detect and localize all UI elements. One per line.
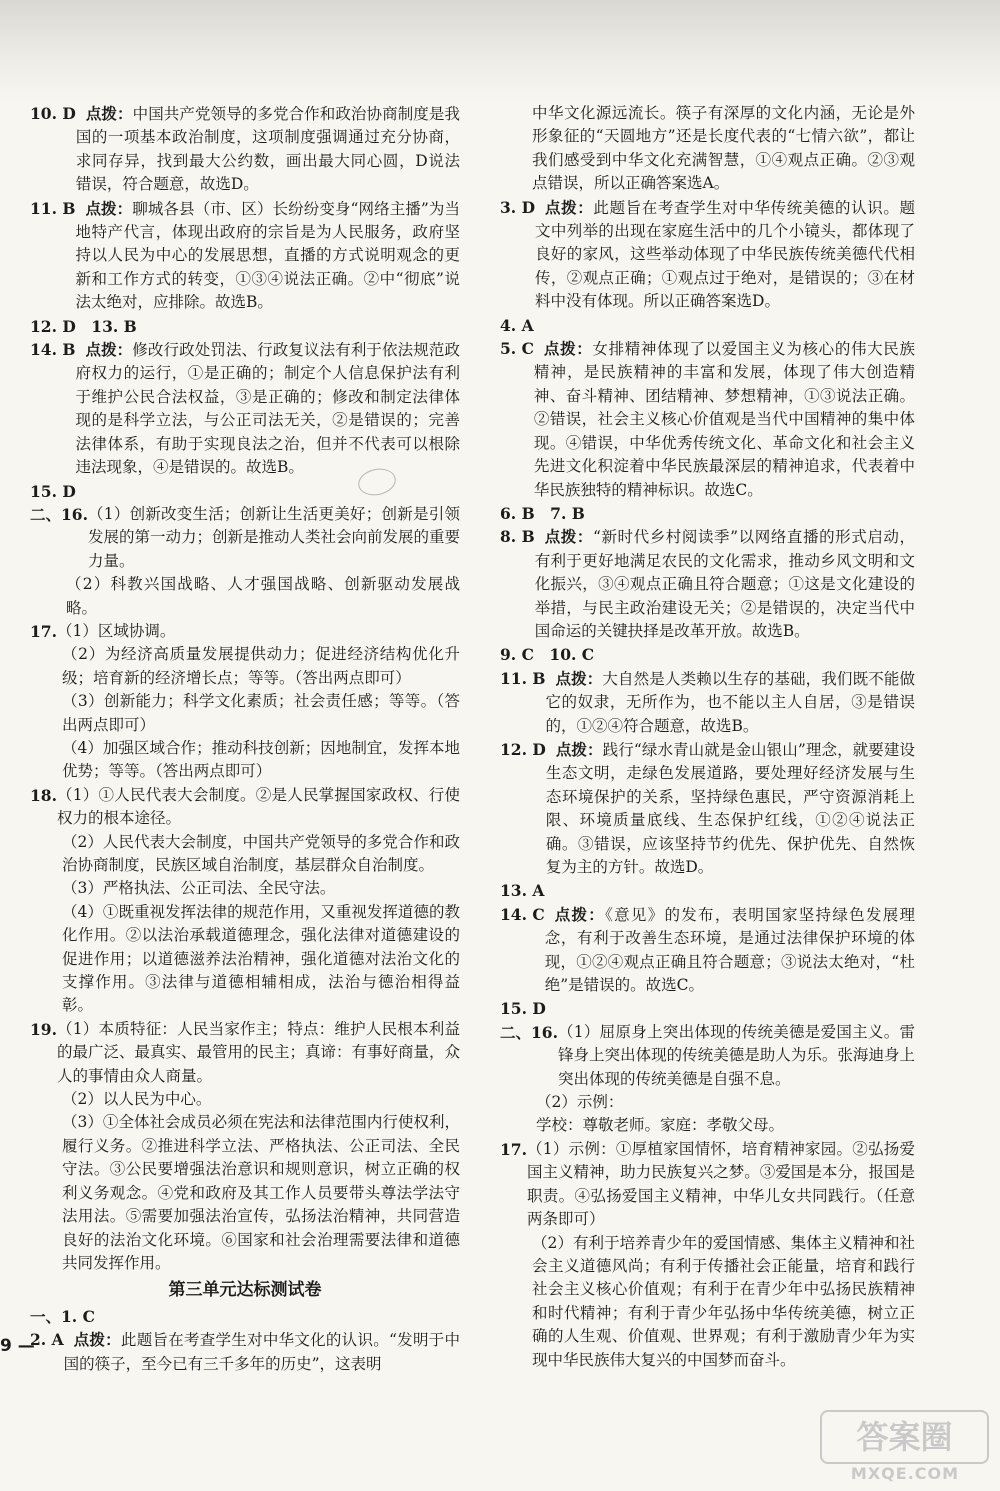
- section-title: 第三单元达标测试卷: [168, 1280, 322, 1301]
- answer-number: 10. D: [30, 104, 76, 123]
- answer-text: 《意见》的发布，表明国家坚持绿色发展理念，有利于改善生态环境，是通过法律保护环境的体现，①②④观点正确且符合题意；③说法太绝对，“杜绝”是错误的。故选C。: [544, 905, 915, 995]
- answer-text: （2）人民代表大会制度，中国共产党领导的多党合作和政治协商制度，民族区域自治制度，基层群众自治制度。: [62, 832, 460, 874]
- answer-item: [30, 620, 460, 643]
- answer-item: [500, 997, 915, 1020]
- answer-text: 大自然是人类赖以生存的基础，我们既不能做它的奴隶，无所作为，也不能以主人自居，③是错误的，①②④符合题意，故选B。: [545, 669, 915, 735]
- answer-text: （4）①既重视发挥法律的规范作用，又重视发挥道德的教化作用。②以法治承载道德理念，强化法律对道德建设的促进作用；以道德滋养法治精神，强化道德对法治文化的支撑作用。③法律与道德相辅相成，法治与德治相得益彰。: [62, 902, 460, 1015]
- answer-item: [30, 503, 460, 573]
- answer-item: [500, 903, 915, 998]
- answer-text: （1）屈原身上突出体现的传统美德是爱国主义。雷锋身上突出体现的传统美德是助人为乐。张海迪身上突出体现的传统美德是自强不息。: [557, 1022, 915, 1088]
- answer-text: （2）科教兴国战略、人才强国战略、创新驱动发展战略。: [66, 575, 460, 617]
- answer-item: [500, 502, 915, 525]
- answer-item: [30, 1328, 460, 1376]
- answer-item: [500, 1138, 915, 1232]
- answer-text: （3）①全体社会成员必须在宪法和法律范围内行使权利，履行义务。②推进科学立法、严格执法、公正司法、全民守法。③公民要增强法治意识和规则意识，树立正确的权利义务观念。④党和政府及其工作人员要带头尊法学法守法用法。⑤需要加强法治宣传，弘扬法治精神，共同营造良好的法治文化环境。⑥国家和社会治理需要法律和道德共同发挥作用。: [62, 1113, 460, 1272]
- right-column: [500, 102, 915, 1372]
- answer-number: 3. D: [500, 197, 536, 217]
- answer-item: [500, 525, 915, 643]
- answer-number: 17.: [500, 1139, 527, 1159]
- answer-text: （1）①人民代表大会制度。②是人民掌握国家政权、行使权力的根本途径。: [56, 785, 460, 828]
- hint-label: 点拨：: [554, 904, 606, 924]
- answer-number: 14. C: [500, 904, 545, 924]
- watermark-logo-text: 答案圈: [820, 1410, 989, 1464]
- answer-text: （1）本质特征：人民当家作主；特点：维护人民根本利益的最广泛、最真实、最管用的民主；真谛：有事好商量，众人的事情由众人商量。: [56, 1019, 460, 1085]
- answer-number: 5. C: [500, 339, 534, 359]
- answer-text: 中华文化源远流长。筷子有深厚的文化内涵，无论是外形象征的“天圆地方”还是长度代表的“七情六欲”，都让我们感受到中华文化充满智慧，①④观点正确。②③观点错误，所以正确答案选A。: [532, 104, 915, 193]
- answer-number: 11. B: [500, 668, 546, 688]
- answer-text: 修改行政处罚法、行政复议法有利于依法规范政府权力的运行，①是正确的；制定个人信息保护法有利于维护公民合法权益，③是正确的；修改和制定法律体现的是科学立法，与公正司法无关，②是错误的；完善法律体系，有助于实现良法之治，但并不代表可以根除违法现象，④是错误的。故选B。: [75, 341, 460, 477]
- answer-item: [500, 196, 915, 314]
- answer-item: [500, 643, 915, 666]
- answer-number: 12. D: [500, 739, 546, 759]
- answer-number: 2. A: [30, 1330, 64, 1350]
- answer-number: 13. A: [500, 881, 545, 901]
- answer-number: 4. A: [500, 315, 534, 335]
- answer-item: [500, 1021, 915, 1091]
- answer-text: 此题旨在考查学生对中华传统美德的认识。题文中列举的出现在家庭生活中的几个小镜头，都体现了良好的家风，这些举动体现了中华民族传统美德代代相传，②观点正确；①观点过于绝对，是错误的；③在材料中没有体现。所以正确答案选D。: [535, 198, 915, 311]
- hint-label: 点拨：: [73, 1330, 121, 1350]
- hint-label: 点拨：: [544, 527, 593, 547]
- answer-text: 女排精神体现了以爱国主义为核心的伟大民族精神，是民族精神的丰富和发展，体现了伟大创造精神、奋斗精神、团结精神、梦想精神，①③说法正确。②错误，社会主义核心价值观是当代中国精神的集中体现。④错误，中华优秀传统文化、革命文化和社会主义先进文化积淀着中华民族最深层的精神追求，代表着中华民族独特的精神标识。故选C。: [533, 340, 915, 499]
- answer-item: [30, 1305, 460, 1328]
- watermark-url: MXQE.COM: [850, 1464, 960, 1483]
- hint-label: 点拨：: [545, 197, 594, 217]
- hint-label: 点拨：: [555, 668, 603, 688]
- left-column: [30, 102, 460, 1376]
- answer-item: [30, 1018, 460, 1088]
- answer-number: 12. D 13. B: [30, 316, 137, 336]
- answer-text: 学校：尊敬老师。家庭：孝敬父母。: [536, 1116, 785, 1135]
- answer-number: 14. B: [30, 340, 76, 360]
- answer-text: （1）区域协调。: [56, 621, 176, 640]
- answer-number: 8. B: [500, 527, 535, 547]
- answer-text: （2）以人民为中心。: [62, 1090, 212, 1109]
- hint-label: 点拨：: [555, 739, 603, 759]
- hint-label: 点拨：: [85, 198, 133, 218]
- hint-label: 点拨：: [543, 339, 593, 359]
- answer-text: （1）创新改变生活；创新让生活更美好；创新是引领发展的第一动力；创新是推动人类社会向前发展的重要力量。: [87, 504, 460, 570]
- answer-item: [30, 338, 460, 479]
- answer-item: [30, 102, 460, 197]
- answer-number: 15. D: [30, 481, 76, 501]
- answer-text: （2）有利于培养青少年的爱国情感、集体主义精神和社会主义道德风尚；有利于传播社会正能量，培育和践行社会主义核心价值观；有利于在青少年中弘扬民族精神和时代精神；有利于青少年弘扬中华传统美德，树立正确的人生观、价值观、世界观；有利于激励青少年为实现中华民族伟大复兴的中国梦而奋斗。: [532, 1233, 915, 1369]
- answer-item: [500, 337, 915, 502]
- answer-item: [500, 314, 915, 337]
- answer-number: 11. B: [30, 198, 76, 218]
- page-number: 9 —: [0, 1336, 35, 1356]
- answer-number: 9. C 10. C: [500, 645, 595, 665]
- answer-item: [30, 480, 460, 503]
- answer-text: （4）加强区域合作；推动科技创新；因地制宜，发挥本地优势；等等。（答出两点即可）: [62, 738, 460, 781]
- answer-text: （3）严格执法、公正司法、全民守法。: [62, 879, 336, 898]
- answer-item: [500, 667, 915, 738]
- answer-number: 二、16.: [30, 504, 88, 524]
- answer-number: 6. B 7. B: [500, 503, 585, 523]
- answer-text: （2）为经济高质量发展提供动力；促进经济结构优化升级；培育新的经济增长点；等等。（答出两点即可）: [62, 645, 460, 687]
- hint-label: 点拨：: [85, 104, 133, 123]
- answer-number: 二、16.: [500, 1022, 558, 1042]
- hint-label: 点拨：: [85, 340, 133, 360]
- answer-text: 此题旨在考查学生对中华文化的认识。“发明于中国的筷子，至今已有三千多年的历史”，这表明: [63, 1331, 460, 1373]
- answer-item: [30, 197, 460, 315]
- answer-text: 聊城各县（市、区）长纷纷变身“网络主播”为当地特产代言，体现出政府的宗旨是为人民服务，政府坚持以人民为中心的发展思想，直播的方式说明观念的更新和工作方式的转变，①③④说法正确。②中“彻底”说法太绝对，应排除。故选B。: [75, 199, 460, 312]
- answer-text: “新时代乡村阅读季”以网络直播的形式启动，有利于更好地满足农民的文化需求，推动乡风文明和文化振兴，③④观点正确且符合题意；①这是文化建设的举措，与民主政治建设无关；②是错误的，决定当代中国命运的关键抉择是改革开放。故选B。: [534, 528, 915, 640]
- answer-number: 17.: [30, 621, 57, 641]
- answer-item: [500, 879, 915, 902]
- answer-text: （1）示例：①厚植家国情怀，培育精神家园。②弘扬爱国主义精神，助力民族复兴之梦。③爱国是本分，报国是职责。④弘扬爱国主义精神，中华儿女共同践行。（任意两条即可）: [526, 1139, 915, 1229]
- watermark-logo: [820, 1410, 990, 1483]
- answer-number: 一、1. C: [30, 1306, 95, 1326]
- answer-number: 18.: [30, 785, 57, 805]
- answer-number: 15. D: [500, 999, 546, 1019]
- answer-item: [30, 315, 460, 338]
- answer-text: 践行“绿水青山就是金山银山”理念，就要建设生态文明，走绿色发展道路，要处理好经济发展与生态环境保护的关系，坚持绿色惠民，严守资源消耗上限、环境质量底线、生态保护红线，①②④说法正确。③错误，应该坚持节约优先、保护优先、自然恢复为主的方针。故选D。: [545, 740, 915, 876]
- answer-text: （3）创新能力；科学文化素质；社会责任感；等等。（答出两点即可）: [62, 692, 460, 734]
- answer-item: [500, 738, 915, 879]
- answer-item: [30, 784, 460, 831]
- answer-text: （2）示例：: [536, 1093, 624, 1112]
- scan-shadow: [0, 0, 1000, 100]
- answer-text: 中国共产党领导的多党合作和政治协商制度是我国的一项基本政治制度，这项制度强调通过充分协商，求同存异，找到最大公约数，画出最大同心圆，D说法错误，符合题意，故选D。: [75, 105, 460, 194]
- answer-number: 19.: [30, 1019, 57, 1039]
